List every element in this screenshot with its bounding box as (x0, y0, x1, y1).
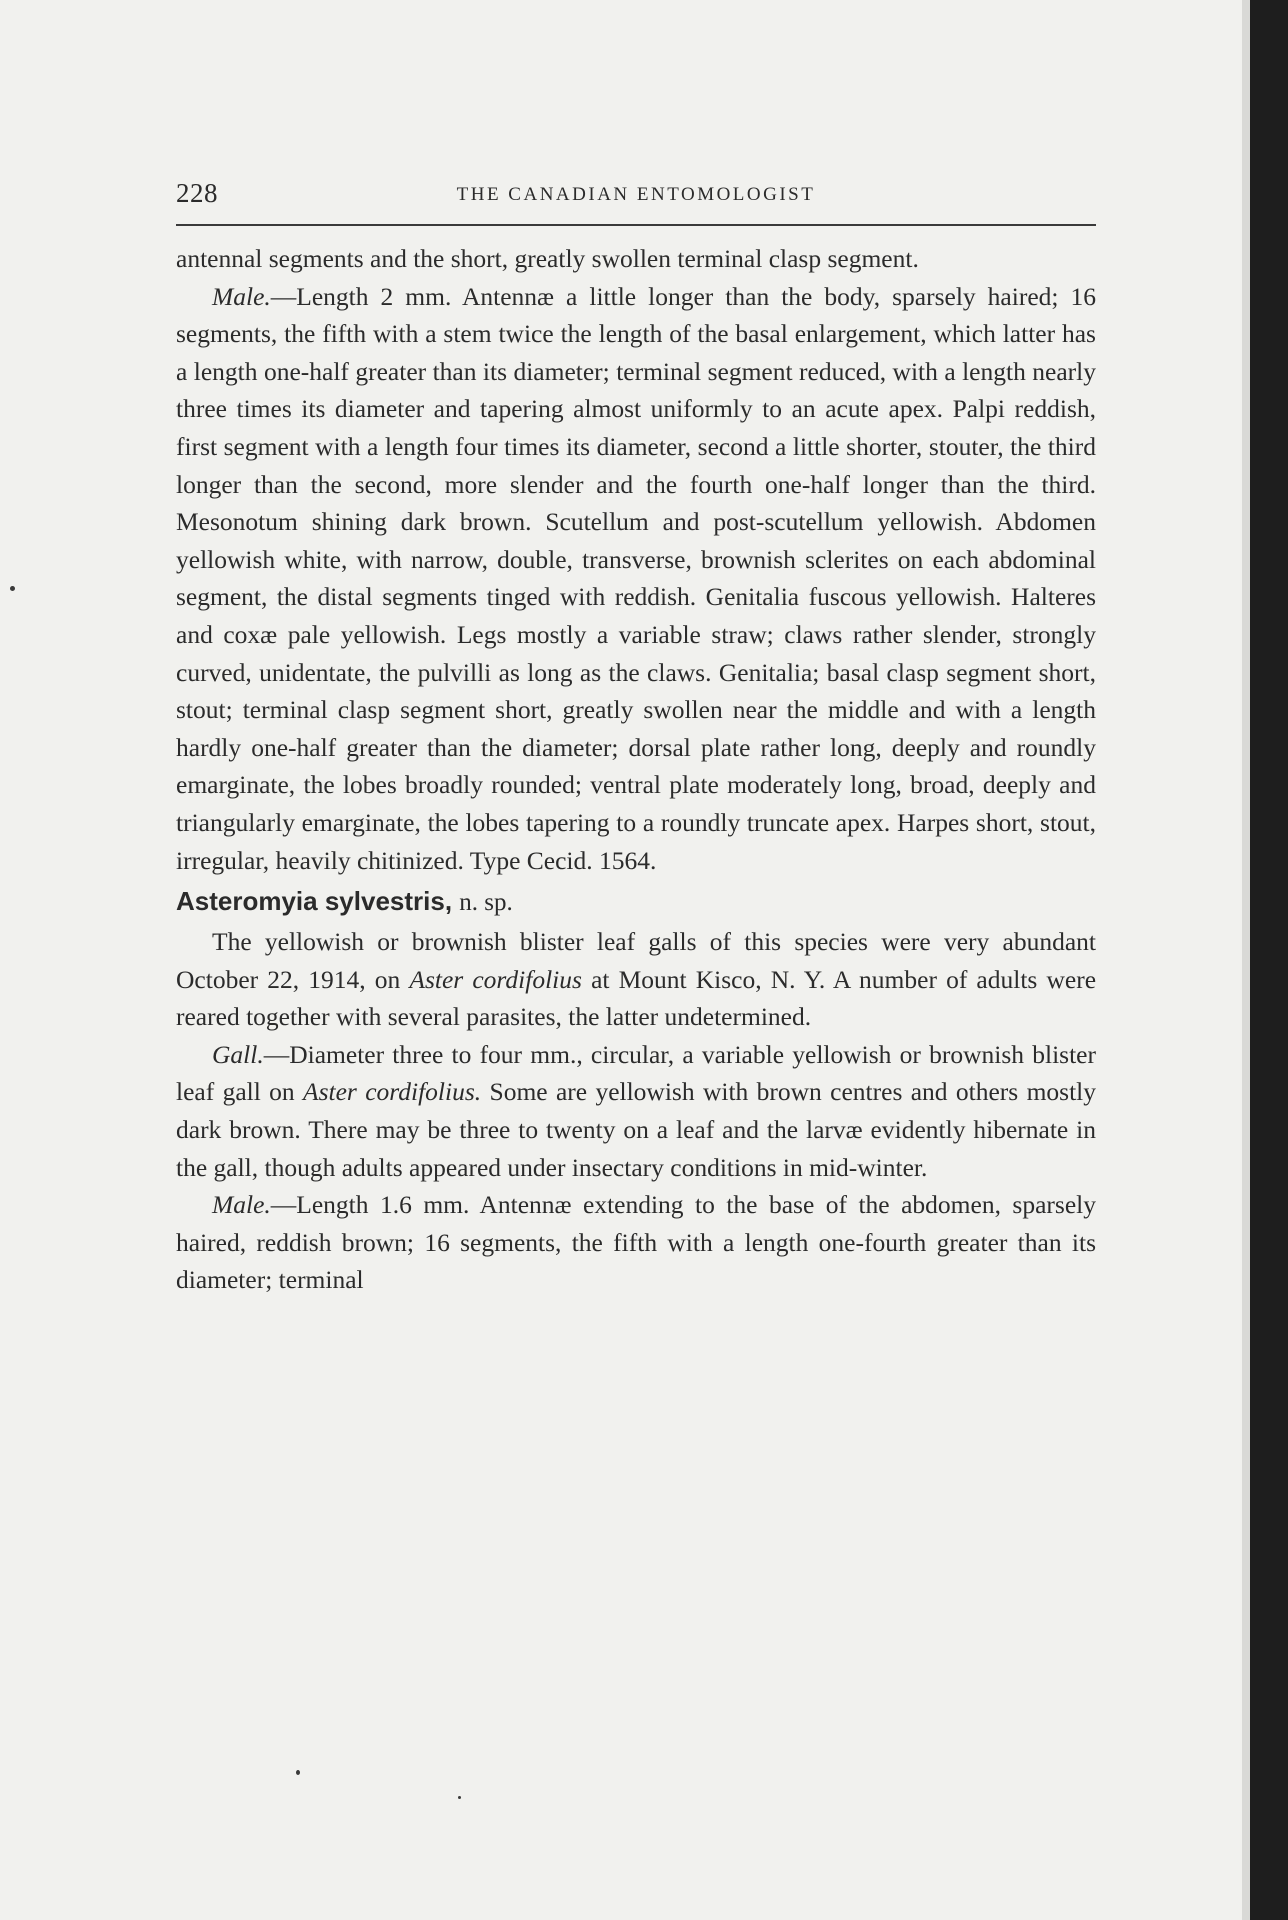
paragraph-male-description (176, 278, 1096, 880)
species-name: Asteromyia sylvestris, (176, 886, 453, 917)
paragraph-gall-description: Gall.—Diameter three to four mm., circular, a variable yellowish or brownish blister leaf gall on Aster cordifolius. Some are yellowish with brown centres and others mostly dark brown. There may be three to twenty on a leaf and the larvæ evidently hibernate in the gall, though adults appeared under insectary conditions in mid-winter. (176, 1039, 1097, 1182)
page-content (176, 178, 1096, 1299)
speck (10, 586, 15, 591)
speck (296, 1770, 300, 1775)
page-header (176, 178, 1096, 220)
page-edge (1250, 0, 1288, 1920)
page-number: 228 (176, 178, 218, 208)
page-edge-gap (1242, 0, 1250, 1920)
section-label-gall: Gall. (212, 1039, 264, 1069)
paragraph-continuation: antennal segments and the short, greatly swollen terminal clasp segment. (176, 244, 919, 273)
host-plant-name: Aster cordifolius. (303, 1077, 482, 1107)
host-plant-name: Aster cordifolius (409, 964, 582, 994)
species-heading (176, 881, 1096, 923)
species-suffix: n. sp. (459, 889, 513, 917)
speck (458, 1796, 461, 1799)
paragraph-introduction: The yellowish or brownish blister leaf galls of this species were very abundant October 22, 1914, on Aster cordifolius at Mount Kisco, N. Y. A number of adults were reared together with several parasites, the latter undetermined. (176, 927, 1097, 1032)
section-label-male: Male. (212, 281, 271, 311)
running-title: THE CANADIAN ENTOMOLOGIST (456, 184, 816, 205)
article-body (176, 240, 1096, 1299)
male-description-text: —Length 2 mm. Antennæ a little longer than the body, sparsely haired; 16 segments, the fifth with a stem twice the length of the basal enlargement, which latter has a length one-half greater than its diameter; terminal segment reduced, with a length nearly three times its diameter and tapering almost uniformly to an acute apex. Palpi reddish, first segment with a length four times its diameter, second a little shorter, stouter, the third longer than the second, more slender and the fourth one-half longer than the third. Mesonotum shining dark brown. Scutellum and post-scutellum yellowish. Abdomen yellowish white, with narrow, double, transverse, brownish sclerites on each abdominal segment, the distal segments tinged with reddish. Genitalia fuscous yellowish. Halteres and coxæ pale yellowish. Legs mostly a variable straw; claws rather slender, strongly curved, unidentate, the pulvilli as long as the claws. Genitalia; basal clasp segment short, stout; terminal clasp segment short, greatly swollen near the middle and with a length hardly one-half greater than the diameter; dorsal plate rather long, deeply and roundly emarginate, the lobes broadly rounded; ventral plate moderately long, broad, deeply and triangularly emarginate, the lobes tapering to a roundly truncate apex. Harpes short, stout, irregular, heavily chitinized. Type Cecid. 1564. (176, 281, 1096, 875)
header-rule (176, 224, 1096, 226)
paragraph-male-description-2: Male.—Length 1.6 mm. Antennæ extending to the base of the abdomen, sparsely haired, reddish brown; 16 segments, the fifth with a length one-fourth greater than its diameter; terminal (176, 1190, 1096, 1295)
section-label-male: Male. (212, 1190, 271, 1220)
